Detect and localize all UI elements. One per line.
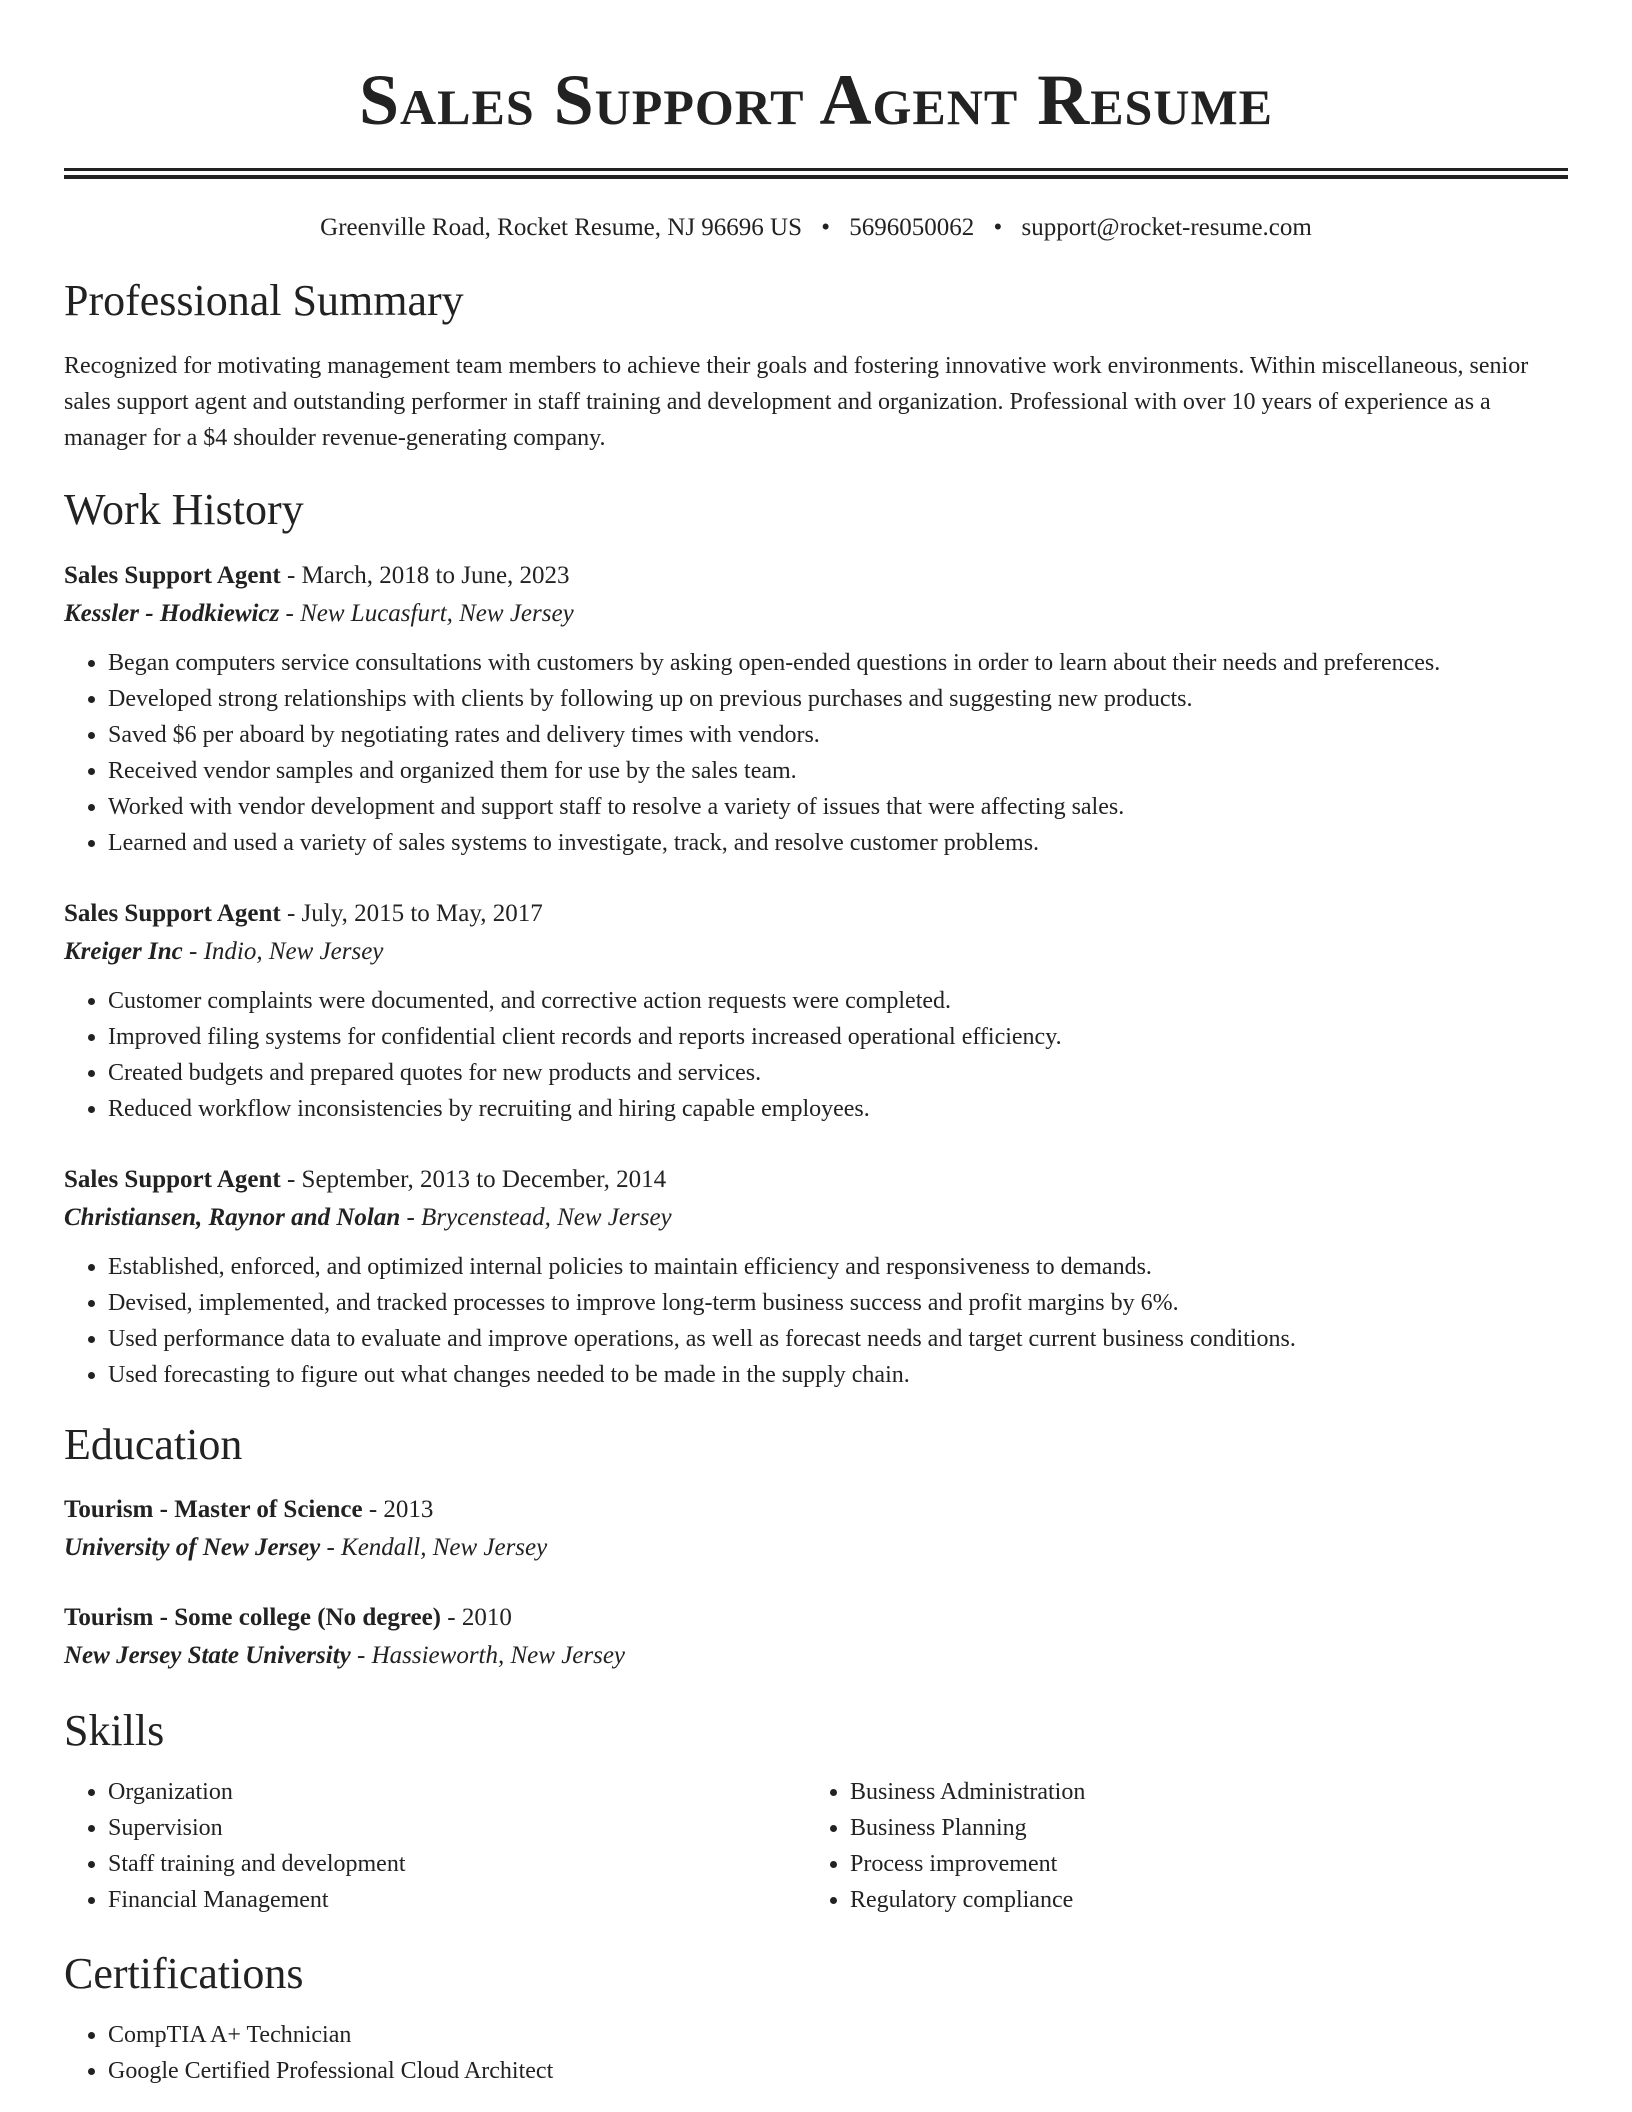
job-title: Sales Support Agent	[64, 899, 281, 927]
skill-item: • Staff training and development	[108, 1846, 806, 1882]
skill-item: • Supervision	[108, 1810, 806, 1846]
job-bullet: • Developed strong relationships with clients by following up on previous purchases and suggesting new products.	[108, 681, 1568, 717]
education-year: - 2013	[362, 1496, 434, 1524]
job-bullets	[64, 983, 1568, 1127]
work-history-heading: Work History	[64, 484, 304, 534]
certification-item: • Google Certified Professional Cloud Architect	[108, 2053, 1568, 2089]
job-bullet: • Created budgets and prepared quotes for new products and services.	[108, 1055, 1568, 1091]
job-title: Sales Support Agent	[64, 561, 281, 589]
education-location: - Kendall, New Jersey	[320, 1534, 548, 1562]
skill-item: • Process improvement	[850, 1846, 1548, 1882]
skills-heading: Skills	[64, 1706, 165, 1756]
education-degree-line	[64, 1491, 1568, 1529]
contact-line	[64, 213, 1568, 243]
contact-separator: •	[821, 214, 831, 241]
education-year: - 2010	[441, 1604, 512, 1632]
job-company-line	[64, 933, 1568, 971]
certifications-list	[64, 2017, 1568, 2089]
job-company-line	[64, 1199, 1568, 1237]
skill-item: • Financial Management	[108, 1882, 806, 1918]
certification-item: • CompTIA A+ Technician	[108, 2017, 1568, 2053]
job-company: Kreiger Inc	[64, 937, 183, 965]
skill-item: • Business Administration	[850, 1774, 1548, 1810]
job-title-line	[64, 895, 1568, 933]
education-degree-line	[64, 1599, 1568, 1637]
contact-phone: 5696050062	[849, 214, 975, 241]
resume-content	[64, 0, 1568, 2089]
job-bullet: • Devised, implemented, and tracked processes to improve long-term business success and profit margins by 6%.	[108, 1285, 1568, 1321]
certifications-heading: Certifications	[64, 1949, 304, 1999]
title-divider	[64, 168, 1568, 179]
job-entry	[64, 557, 1568, 861]
job-dates: - July, 2015 to May, 2017	[280, 899, 543, 927]
skills-columns	[64, 1774, 1568, 1918]
job-bullet: • Learned and used a variety of sales systems to investigate, track, and resolve customer problems.	[108, 825, 1568, 861]
job-bullets	[64, 645, 1568, 861]
skills-list-right	[806, 1774, 1548, 1918]
job-bullet: • Worked with vendor development and support staff to resolve a variety of issues that were affecting sales.	[108, 789, 1568, 825]
job-bullet: • Received vendor samples and organized them for use by the sales team.	[108, 753, 1568, 789]
contact-separator: •	[993, 214, 1003, 241]
job-company: Christiansen, Raynor and Nolan	[64, 1203, 401, 1231]
job-bullet: • Used performance data to evaluate and improve operations, as well as forecast needs and target current business conditions.	[108, 1321, 1568, 1357]
skill-item: • Organization	[108, 1774, 806, 1810]
education-heading: Education	[64, 1419, 243, 1469]
job-bullet: • Began computers service consultations with customers by asking open-ended questions in order to learn about their needs and preferences.	[108, 645, 1568, 681]
education-location: - Hassieworth, New Jersey	[350, 1642, 626, 1670]
job-entry	[64, 895, 1568, 1127]
job-location: - Indio, New Jersey	[182, 937, 384, 965]
job-company-line	[64, 595, 1568, 633]
job-dates: - September, 2013 to December, 2014	[280, 1165, 667, 1193]
education-entry	[64, 1599, 1568, 1675]
skill-item: • Business Planning	[850, 1810, 1548, 1846]
job-bullets	[64, 1249, 1568, 1393]
job-bullet: • Established, enforced, and optimized internal policies to maintain efficiency and responsiveness to demands.	[108, 1249, 1568, 1285]
job-dates: - March, 2018 to June, 2023	[280, 561, 570, 589]
job-entry	[64, 1161, 1568, 1393]
job-title-line	[64, 1161, 1568, 1199]
job-location: - New Lucasfurt, New Jersey	[279, 599, 574, 627]
job-bullet: • Saved $6 per aboard by negotiating rates and delivery times with vendors.	[108, 717, 1568, 753]
contact-email: support@rocket-resume.com	[1021, 214, 1312, 241]
resume-title: Sales Support Agent Resume	[358, 60, 1273, 140]
education-school-line	[64, 1637, 1568, 1675]
job-title-line	[64, 557, 1568, 595]
summary-heading: Professional Summary	[64, 276, 464, 325]
education-school: New Jersey State University	[64, 1642, 351, 1670]
contact-address: Greenville Road, Rocket Resume, NJ 96696 US	[320, 214, 803, 241]
education-school: University of New Jersey	[64, 1534, 321, 1562]
education-degree: Tourism - Master of Science	[64, 1496, 363, 1524]
job-bullet: • Improved filing systems for confidential client records and reports increased operational efficiency.	[108, 1019, 1568, 1055]
job-company: Kessler - Hodkiewicz	[64, 599, 280, 627]
education-school-line	[64, 1529, 1568, 1567]
job-title: Sales Support Agent	[64, 1165, 281, 1193]
education-entry	[64, 1491, 1568, 1567]
job-bullet: • Customer complaints were documented, and corrective action requests were completed.	[108, 983, 1568, 1019]
job-bullet: • Used forecasting to figure out what changes needed to be made in the supply chain.	[108, 1357, 1568, 1393]
skill-item: • Regulatory compliance	[850, 1882, 1548, 1918]
skills-list-left	[64, 1774, 806, 1918]
summary-text: Recognized for motivating management team members to achieve their goals and fostering innovative work environments. Within miscellaneous, senior sales support agent and outstanding performer in staff training and development and organization. Professional with over 10 years of experience as a manager for a $4 shoulder revenue-generating company.	[64, 352, 1529, 451]
job-bullet: • Reduced workflow inconsistencies by recruiting and hiring capable employees.	[108, 1091, 1568, 1127]
job-location: - Brycenstead, New Jersey	[400, 1203, 672, 1231]
education-degree: Tourism - Some college (No degree)	[64, 1604, 442, 1632]
